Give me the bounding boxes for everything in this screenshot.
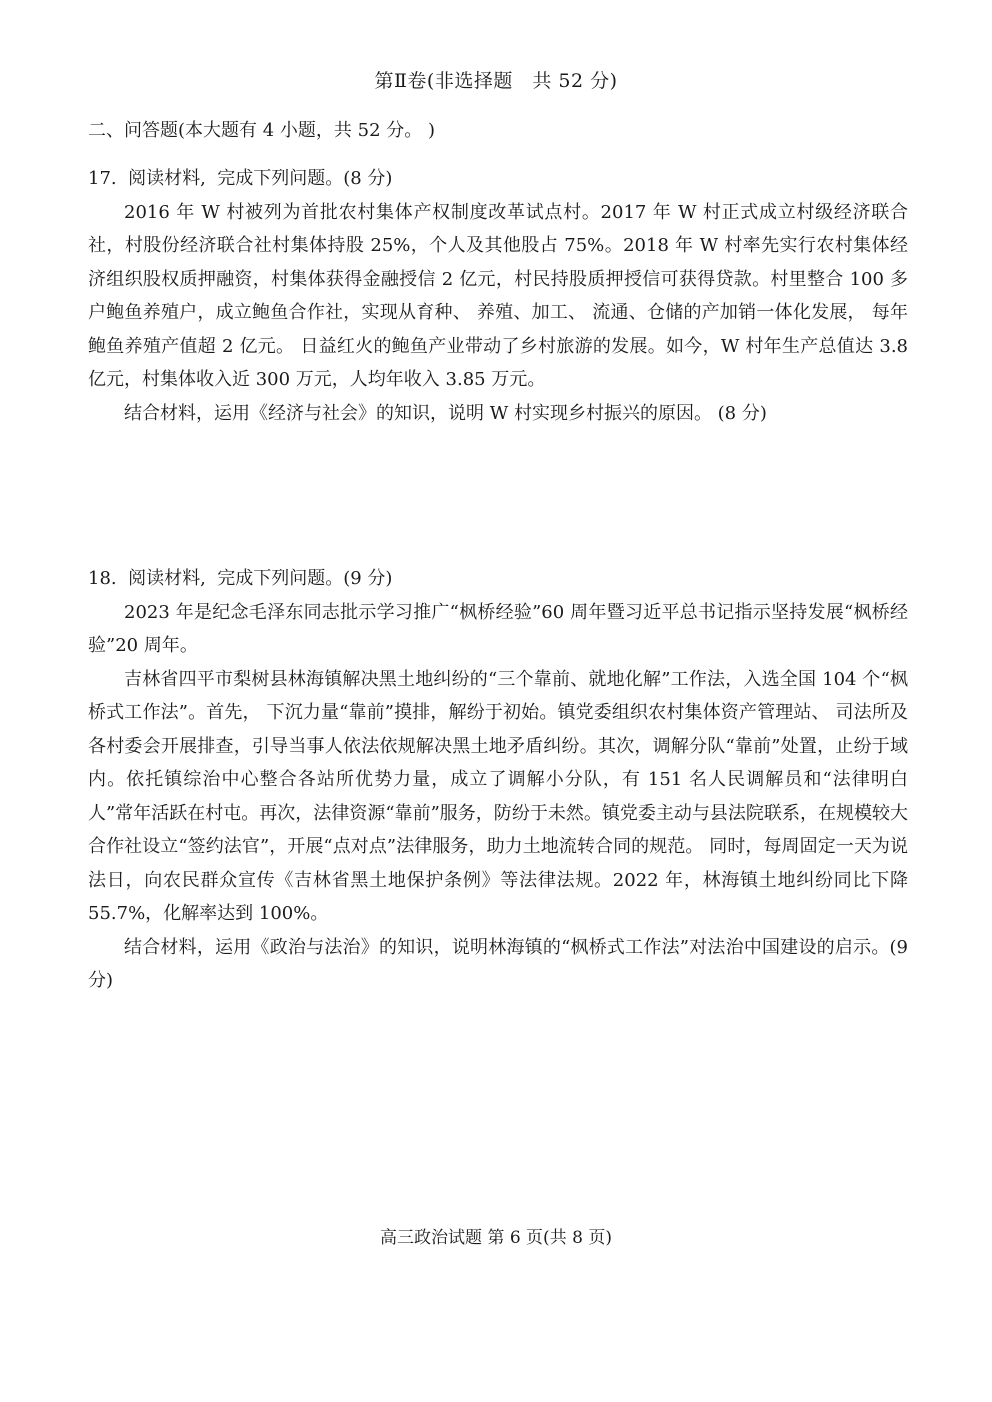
page-footer: 高三政治试题 第 6 页(共 8 页): [380, 1228, 612, 1248]
question-17-heading: 17. 阅读材料, 完成下列问题。(8 分): [88, 168, 393, 189]
section-heading: 二、问答题(本大题有 4 小题，共 52 分。 ): [88, 120, 436, 141]
question-17-material: 2016 年 W 村被列为首批农村集体产权制度改革试点村。2017 年 W 村正式成立村级经济联合社，村股份经济联合社村集体持股 25%，个人及其他股占 75%。2018 年 W 村率先实行农村集体经济组织股权质押融资，村集体获得金融授信 2 亿元，村民持股质押授信可获得贷款。村里整合 100 多户鲍鱼养殖户，成立鲍鱼合作社，实现从育种、 养殖、加工、 流通、仓储的产加销一体化发展， 每年鲍鱼养殖产值超 2 亿元。 日益红火的鲍鱼产业带动了乡村旅游的发展。如今，W 村年生产总值达 3.8 亿元，村集体收入近 300 万元，人均年收入 3.85 万元。: [88, 201, 908, 390]
question-18: [88, 562, 908, 998]
question-17-prompt: 结合材料，运用《经济与社会》的知识，说明 W 村实现乡村振兴的原因。 (8 分): [124, 402, 767, 424]
question-18-heading: 18. 阅读材料, 完成下列问题。(9 分): [88, 568, 393, 589]
question-18-material-body: 吉林省四平市梨树县林海镇解决黑土地纠纷的“三个靠前、就地化解”工作法，入选全国 104 个“枫桥式工作法”。首先， 下沉力量“靠前”摸排，解纷于初始。镇党委组织农村集体资产管理站、 司法所及各村委会开展排查，引导当事人依法依规解决黑土地矛盾纠纷。其次，调解分队“靠前”处置，止纷于域内。依托镇综治中心整合各站所优势力量，成立了调解小分队，有 151 名人民调解员和“法律明白人”常年活跃在村屯。再次，法律资源“靠前”服务，防纷于未然。镇党委主动与县法院联系，在规模较大合作社设立“签约法官”，开展“点对点”法律服务，助力土地流转合同的规范。 同时，每周固定一天为说法日，向农民群众宣传《吉林省黑土地保护条例》等法律法规。2022 年，林海镇土地纠纷同比下降 55.7%，化解率达到 100%。: [88, 668, 908, 924]
question-18-material-intro: 2023 年是纪念毛泽东同志批示学习推广“枫桥经验”60 周年暨习近平总书记指示坚持发展“枫桥经验”20 周年。: [88, 601, 908, 656]
question-18-prompt: 结合材料，运用《政治与法治》的知识，说明林海镇的“枫桥式工作法”对法治中国建设的启示。(9 分): [88, 936, 908, 991]
paper-part-title: 第Ⅱ卷(非选择题 共 52 分): [374, 70, 618, 92]
question-17: [88, 162, 908, 430]
